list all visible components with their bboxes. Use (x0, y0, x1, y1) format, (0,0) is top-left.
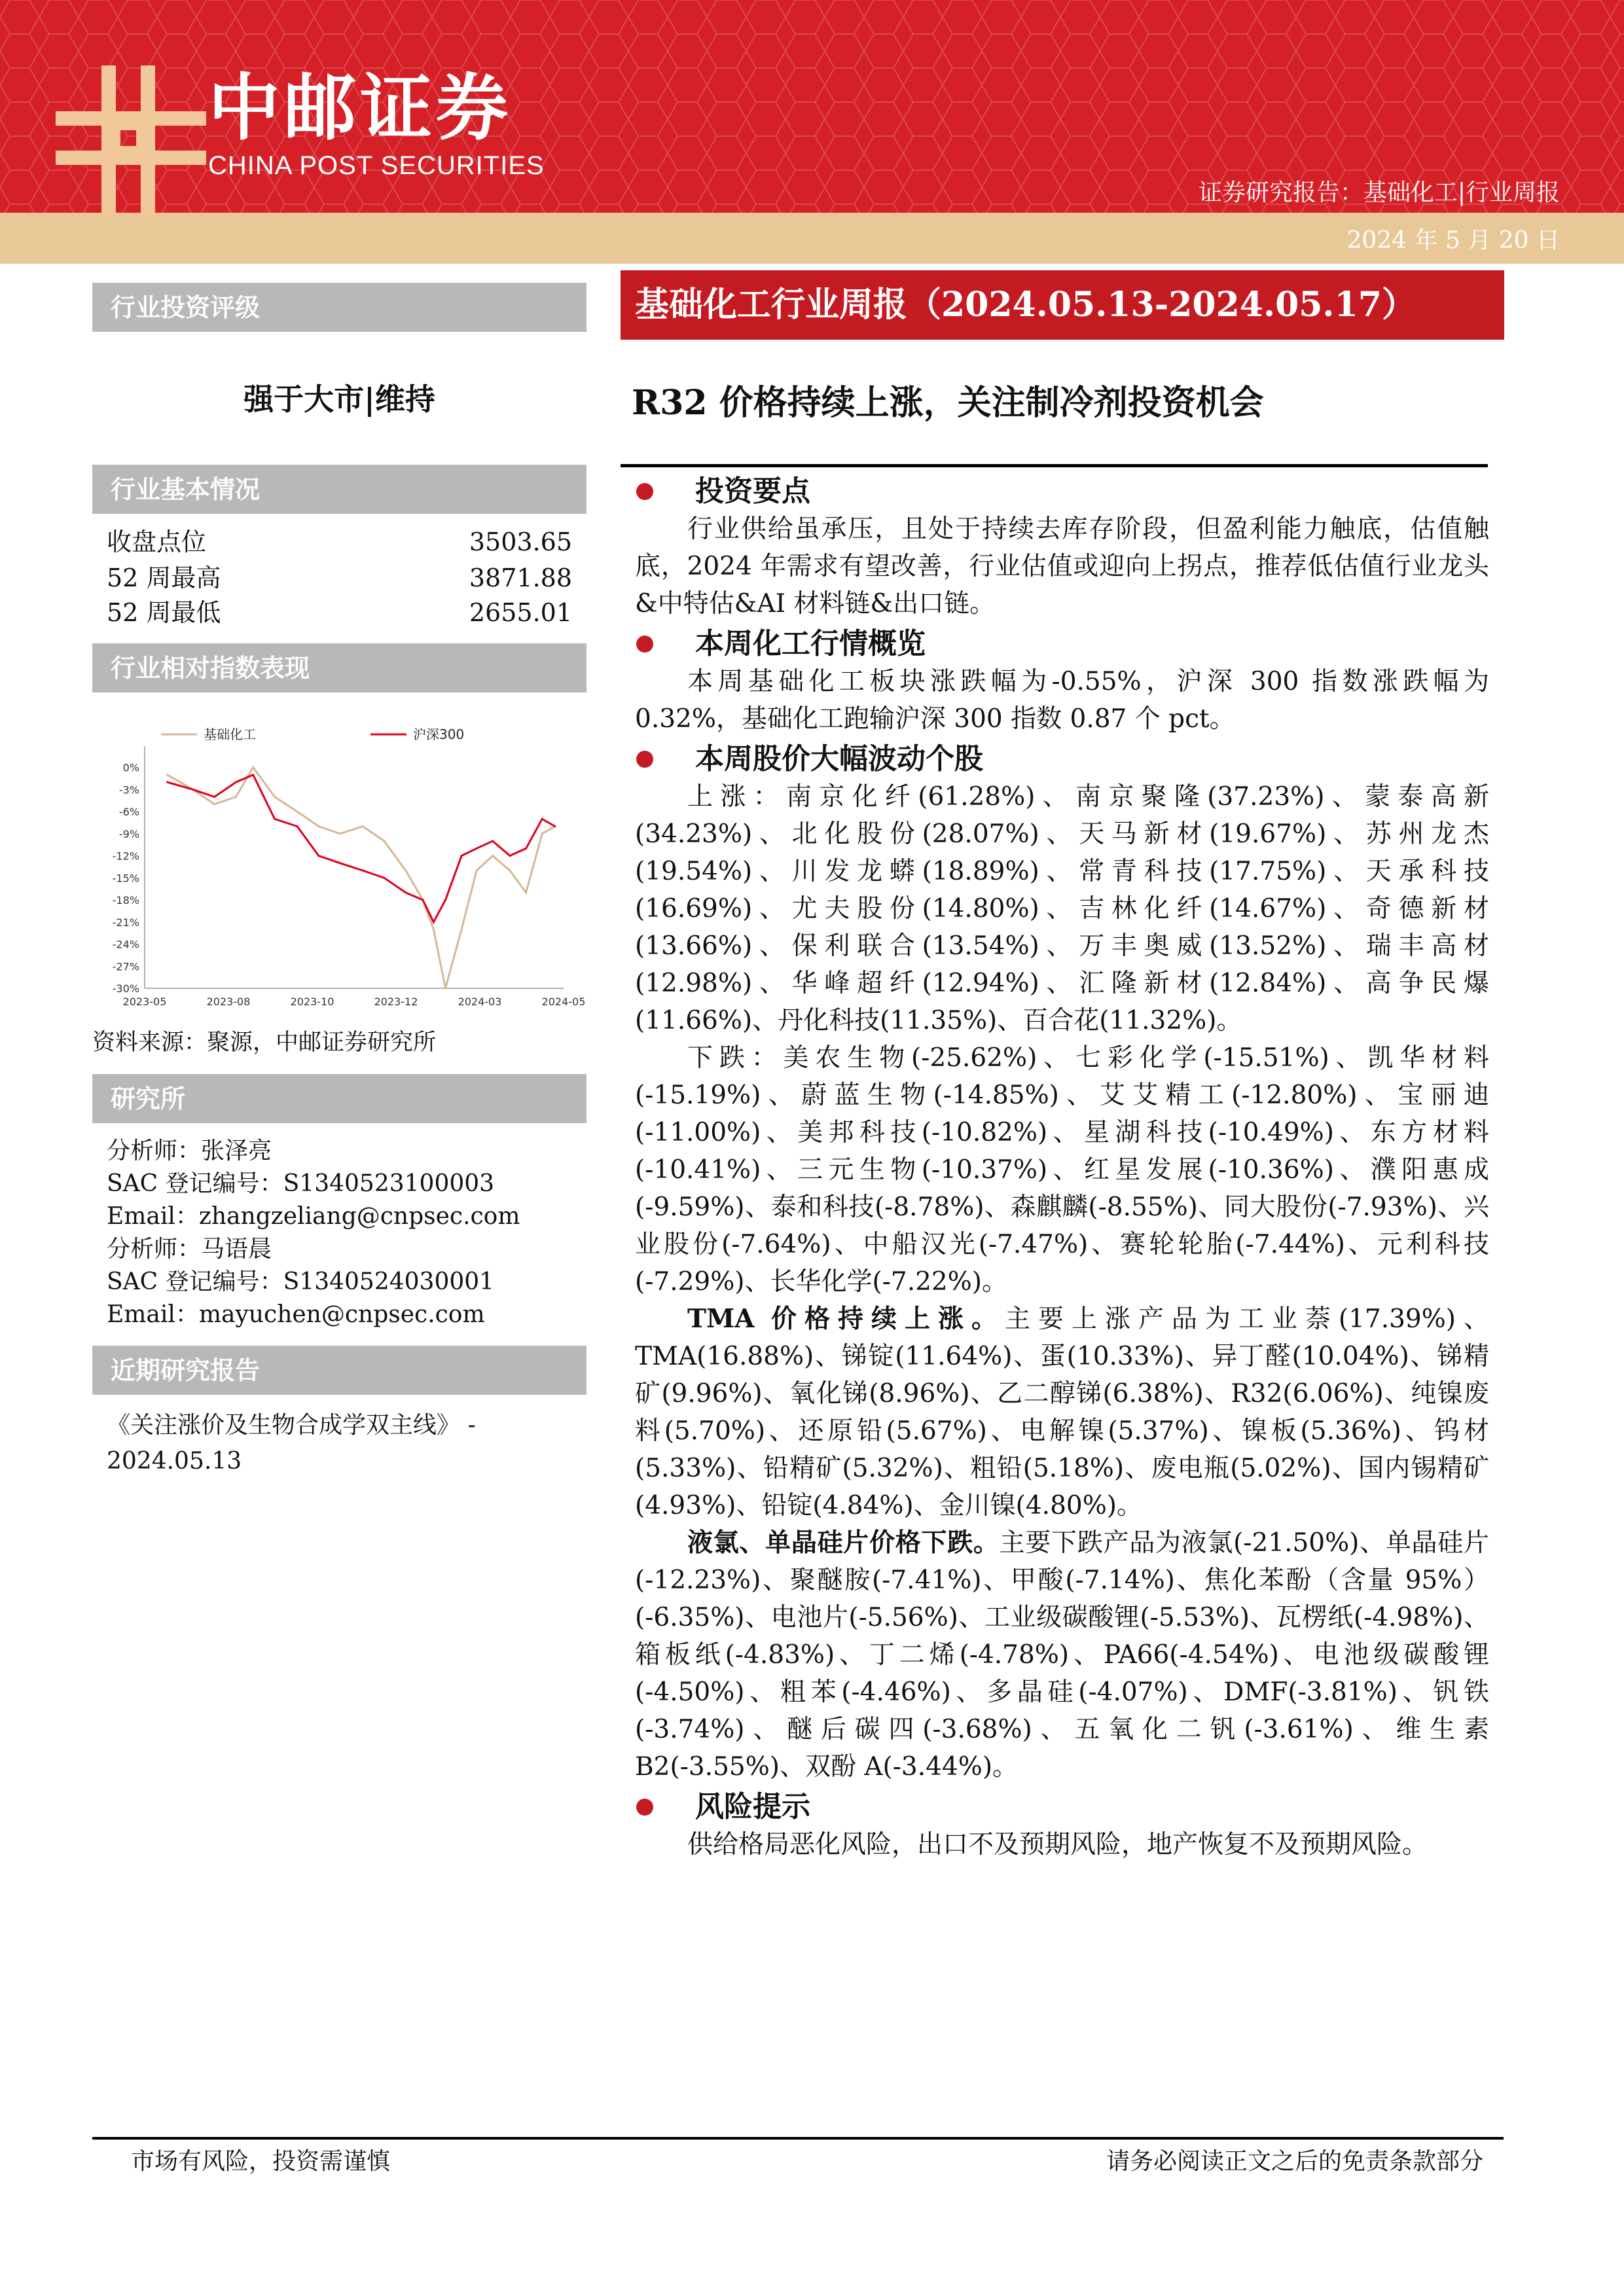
y-tick-label: -27% (112, 960, 139, 973)
paragraph-text: 行业供给虽承压，且处于持续去库存阶段，但盈利能力触底，估值触底，2024 年需求有望改善，行业估值或迎向上拐点，推荐低估值行业龙头&中特估&AI 材料链&出口链。 (635, 514, 1489, 619)
series-line (168, 775, 555, 922)
data-point (213, 803, 215, 805)
report-type: 证券研究报告：基础化工|行业周报 (1198, 179, 1560, 206)
y-tick-label: -12% (112, 850, 139, 863)
data-point (444, 899, 446, 901)
data-point (383, 877, 385, 879)
y-tick-label: -15% (112, 872, 139, 885)
relative-performance-chart (92, 720, 586, 1011)
section-paragraph (635, 1300, 1489, 1524)
data-point (492, 855, 494, 857)
section-paragraph (635, 1524, 1489, 1785)
basics-label: 收盘点位 (107, 528, 207, 556)
chart-source: 资料来源：聚源，中邮证券研究所 (92, 1030, 437, 1056)
y-tick-label: -30% (112, 982, 139, 995)
data-point (541, 833, 543, 834)
data-point (525, 891, 527, 893)
x-tick-label: 2023-08 (206, 996, 251, 1008)
chart-legend (161, 726, 464, 742)
data-point (213, 796, 215, 798)
y-tick-label: 0% (122, 761, 139, 774)
section-heading (635, 625, 1489, 663)
section-heading-text: 本周股价大幅波动个股 (695, 742, 983, 776)
data-point (444, 988, 446, 990)
analyst-sac: SAC 登记编号：S1340523100003 (107, 1170, 495, 1197)
data-point (339, 862, 341, 864)
recent-report-link[interactable]: 《关注涨价及生物合成学双主线》 - 2024.05.13 (107, 1412, 476, 1475)
data-point (192, 789, 194, 791)
data-point (461, 855, 463, 857)
section-heading-text: 本周化工行情概览 (695, 627, 926, 660)
basics-value: 3871.88 (469, 564, 572, 592)
basics-header: 行业基本情况 (92, 465, 586, 514)
paragraph-text: 主要上涨产品为工业萘(17.39%)、TMA(16.88%)、锑锭(11.64%)、蛋(10.33%)、异丁醛(10.04%)、锑精矿(9.96%)、氧化锑(8.96%)、乙二醇锑(6.38%)、R32(6.06%)、纯镍废料(5.70%)、还原铅(5.67%)、电解镍(5.37%)、镍板(5.36%)、钨材(5.33%)、铅精矿(5.32%)、粗铅(5.18%)、废电瓶(5.02%)、国内锡精矿(4.93%)、铅锭(4.84%)、金川镍(4.80%)。 (635, 1304, 1490, 1520)
data-point (235, 781, 237, 783)
china-post-logo-icon (56, 65, 206, 216)
data-point (362, 825, 364, 827)
analyst-name: 分析师：马语晨 (107, 1236, 272, 1263)
section-heading-text: 风险提示 (695, 1790, 810, 1823)
data-point (252, 774, 254, 776)
recent-reports-header: 近期研究报告 (92, 1346, 586, 1395)
paragraph-lead: TMA 价格持续上涨。 (687, 1304, 1005, 1334)
industry-rating: 强于大市|维持 (244, 382, 435, 417)
section-paragraph (635, 778, 1489, 1039)
paragraph-lead: 液氯、单晶硅片价格下跌。 (687, 1528, 1000, 1558)
section-heading (635, 1788, 1489, 1826)
performance-header: 行业相对指数表现 (92, 643, 586, 692)
data-point (405, 891, 406, 893)
section-heading (635, 740, 1489, 778)
footer-risk-note: 市场有风险，投资需谨慎 (131, 2148, 391, 2175)
analyst-name: 分析师：张泽亮 (107, 1138, 272, 1164)
data-point (476, 848, 478, 850)
basics-value: 2655.01 (469, 598, 572, 627)
y-tick-label: -3% (118, 783, 139, 797)
footer-disclaimer-note: 请务必阅读正文之后的免责条款部分 (1106, 2148, 1483, 2175)
y-tick-label: -18% (112, 894, 139, 906)
legend-label: 基础化工 (204, 726, 256, 742)
paragraph-text: 本周基础化工板块涨跌幅为-0.55%，沪深 300 指数涨跌幅为 0.32%，基础化工跑输沪深 300 指数 0.87 个 pct。 (635, 667, 1489, 734)
data-point (297, 825, 298, 827)
y-tick-label: -21% (112, 916, 139, 929)
bullet-icon (636, 636, 653, 653)
data-point (166, 774, 168, 776)
bullet-icon (636, 751, 653, 768)
basics-row-52w-low (92, 596, 586, 630)
data-point (317, 825, 319, 827)
divider (621, 464, 1488, 467)
basics-row-52w-high (92, 561, 586, 595)
bullet-icon (636, 483, 653, 500)
section-paragraph (635, 663, 1489, 738)
analyst-email[interactable]: Email：zhangzeliang@cnpsec.com (107, 1203, 520, 1230)
basics-row-close (92, 525, 586, 559)
legend-label: 沪深300 (413, 726, 465, 742)
data-point (509, 855, 511, 857)
section-heading (635, 473, 1489, 511)
data-point (383, 840, 385, 842)
analyst-email[interactable]: Email：mayuchen@cnpsec.com (107, 1301, 485, 1328)
y-tick-label: -24% (112, 938, 139, 951)
brand-name: 中邮证券 (208, 66, 512, 150)
x-tick-label: 2023-10 (290, 996, 334, 1008)
data-point (405, 870, 406, 872)
data-point (274, 818, 276, 820)
y-tick-label: -6% (118, 806, 139, 818)
data-point (339, 833, 341, 834)
analyst-sac: SAC 登记编号：S1340524030001 (107, 1268, 495, 1295)
basics-label: 52 周最低 (107, 598, 221, 627)
basics-value: 3503.65 (469, 528, 572, 556)
series-line (168, 768, 555, 989)
data-point (362, 870, 364, 872)
rating-header: 行业投资评级 (92, 283, 586, 332)
data-point (433, 921, 435, 923)
section-paragraph (635, 1039, 1489, 1300)
data-point (297, 811, 298, 813)
data-point (166, 781, 168, 783)
data-point (252, 766, 254, 768)
data-point (541, 818, 543, 820)
data-point (509, 870, 511, 872)
paragraph-text: 主要下跌产品为液氯(-21.50%)、单晶硅片(-12.23%)、聚醚胺(-7.41%)、甲酸(-7.14%)、焦化苯酚（含量 95%）(-6.35%)、电池片(-5.56%)、工业级碳酸锂(-5.53%)、瓦楞纸(-4.98%)、箱板纸(-4.83%)、丁二烯(-4.78%)、PA66(-4.54%)、电池级碳酸锂(-4.50%)、粗苯(-4.46%)、多晶硅(-4.07%)、DMF(-3.81%)、钒铁(-3.74%)、醚后碳四(-3.68%)、五氧化二钒(-3.61%)、维生素 B2(-3.55%)、双酚 A(-3.44%)。 (635, 1528, 1489, 1782)
footer-divider (92, 2137, 1504, 2140)
paragraph-text: 供给格局恶化风险，出口不及预期风险，地产恢复不及预期风险。 (687, 1830, 1428, 1859)
research-header: 研究所 (92, 1074, 586, 1123)
x-tick-label: 2023-05 (122, 996, 167, 1008)
x-tick-label: 2023-12 (374, 996, 418, 1008)
bullet-icon (636, 1799, 653, 1816)
section-paragraph (635, 1826, 1489, 1863)
data-point (461, 929, 463, 931)
report-date: 2024 年 5 月 20 日 (1346, 227, 1560, 254)
data-point (274, 796, 276, 798)
report-title: 基础化工行业周报（2024.05.13-2024.05.17） (621, 270, 1504, 340)
report-subtitle: R32 价格持续上涨，关注制冷剂投资机会 (632, 383, 1264, 423)
data-point (554, 825, 556, 827)
paragraph-text: 上涨：南京化纤(61.28%)、南京聚隆(37.23%)、蒙泰高新(34.23%)、北化股份(28.07%)、天马新材(19.67%)、苏州龙杰(19.54%)、川发龙蟒(18.89%)、常青科技(17.75%)、天承科技(16.69%)、尤夫股份(14.80%)、吉林化纤(14.67%)、奇德新材(13.66%)、保利联合(13.54%)、万丰奥威(13.52%)、瑞丰高材(12.98%)、华峰超纤(12.94%)、汇隆新材(12.84%)、高争民爆(11.66%)、丹化科技(11.35%)、百合花(11.32%)。 (635, 782, 1489, 1035)
x-tick-label: 2024-03 (458, 996, 502, 1008)
chart-lines (166, 766, 556, 990)
data-point (422, 899, 424, 901)
y-tick-label: -9% (118, 827, 139, 840)
data-point (317, 855, 319, 857)
basics-label: 52 周最高 (107, 564, 221, 592)
brand-name-en: CHINA POST SECURITIES (208, 151, 545, 180)
paragraph-text: 下跌：美农生物(-25.62%)、七彩化学(-15.51%)、凯华材料(-15.19%)、蔚蓝生物(-14.85%)、艾艾精工(-12.80%)、宝丽迪(-11.00%)、美邦科技(-10.82%)、星湖科技(-10.49%)、东方材料(-10.41%)、三元生物(-10.37%)、红星发展(-10.36%)、濮阳惠成(-9.59%)、泰和科技(-8.78%)、森麒麟(-8.55%)、同大股份(-7.93%)、兴业股份(-7.64%)、中船汉光(-7.47%)、赛轮轮胎(-7.44%)、元利科技(-7.29%)、长华化学(-7.22%)。 (635, 1043, 1489, 1297)
x-tick-label: 2024-05 (541, 996, 586, 1008)
data-point (433, 929, 435, 931)
section-paragraph (635, 511, 1489, 622)
data-point (492, 840, 494, 842)
data-point (476, 870, 478, 872)
main-content (635, 470, 1489, 1863)
data-point (235, 796, 237, 798)
section-heading-text: 投资要点 (695, 475, 810, 508)
data-point (525, 848, 527, 850)
